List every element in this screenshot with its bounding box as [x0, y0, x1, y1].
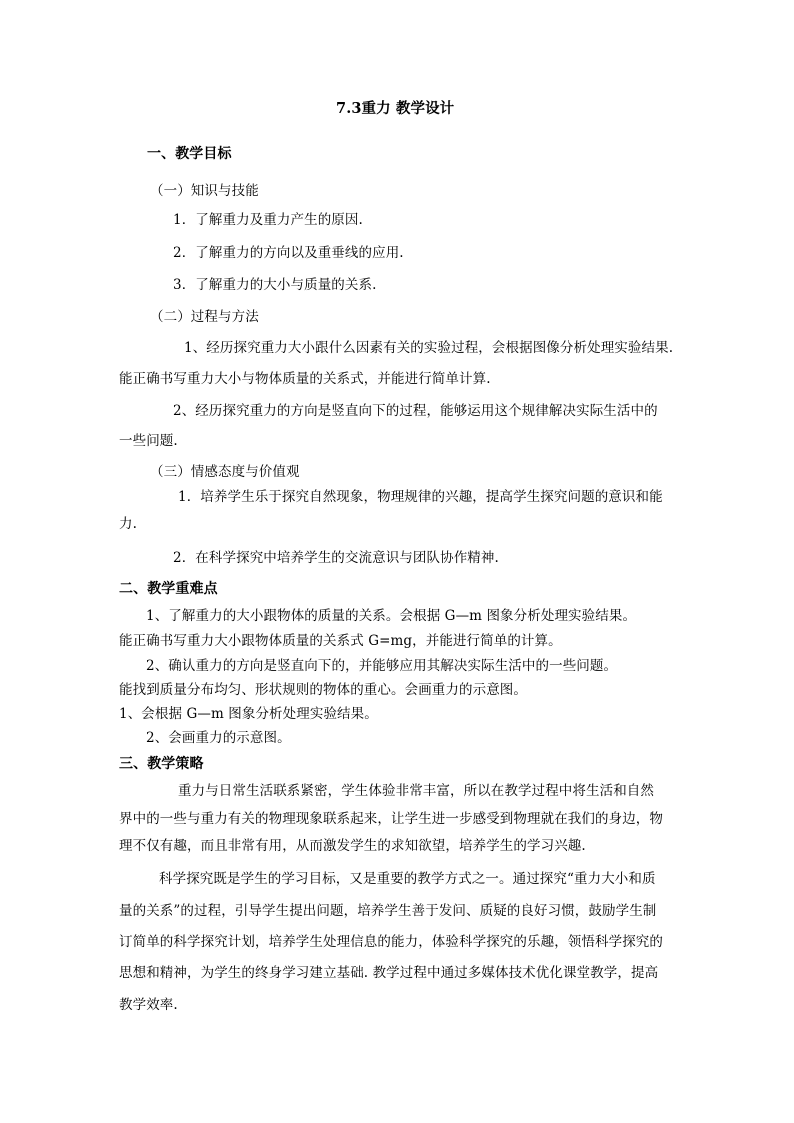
list-item: 1．了解重力及重力产生的原因. [173, 212, 363, 228]
paragraph-line: 1、经历探究重力大小跟什么因素有关的实验过程，会根据图像分析处理实验结果. [184, 340, 674, 356]
paragraph-line: 能正确书写重力大小跟物体质量的关系式 G=mg，并能进行简单的计算。 [119, 633, 562, 649]
list-item: 2．了解重力的方向以及重垂线的应用. [173, 245, 404, 261]
subsection-heading-process: （二）过程与方法 [150, 309, 259, 325]
paragraph-line: 界中的一些与重力有关的物理现象联系起来，让学生进一步感受到物理就在我们的身边，物 [119, 811, 663, 827]
paragraph-line: 科学探究既是学生的学习目标，又是重要的教学方式之一。通过探究“重力大小和质 [159, 871, 656, 887]
document-title: 7.3重力 教学设计 [336, 100, 455, 117]
paragraph-line: 1．培养学生乐于探究自然现象，物理规律的兴趣，提高学生探究问题的意识和能 [178, 489, 663, 505]
section-heading-strategy: 三、教学策略 [119, 756, 204, 772]
paragraph-line: 力. [119, 516, 137, 532]
paragraph-line: 能找到质量分布均匀、形状规则的物体的重心。会画重力的示意图。 [119, 682, 527, 698]
subsection-heading-attitude: （三）情感态度与价值观 [150, 464, 300, 480]
paragraph-line: 1、会根据 G—m 图象分析处理实验结果。 [119, 706, 378, 722]
paragraph-line: 1、了解重力的大小跟物体的质量的关系。会根据 G—m 图象分析处理实验结果。 [146, 608, 637, 624]
section-heading-objectives: 一、教学目标 [147, 146, 232, 162]
paragraph-line: 理不仅有趣，而且非常有用，从而激发学生的求知欲望，培养学生的学习兴趣. [119, 838, 586, 854]
paragraph-line: 量的关系”的过程，引导学生提出问题，培养学生善于发问、质疑的良好习惯，鼓励学生制 [119, 903, 657, 919]
paragraph-line: 订简单的科学探究计划，培养学生处理信息的能力，体验科学探究的乐趣，领悟科学探究的 [119, 934, 663, 950]
paragraph-line: 2、经历探究重力的方向是竖直向下的过程，能够运用这个规律解决实际生活中的 [173, 403, 658, 419]
paragraph-line: 能正确书写重力大小与物体质量的关系式，并能进行简单计算. [119, 371, 491, 387]
paragraph-line: 2、会画重力的示意图。 [146, 730, 291, 746]
paragraph-line: 2．在科学探究中培养学生的交流意识与团队协作精神. [173, 550, 499, 566]
paragraph-line: 教学效率. [119, 997, 178, 1013]
subsection-heading-knowledge: （一）知识与技能 [150, 183, 259, 199]
section-heading-key-points: 二、教学重难点 [119, 581, 218, 597]
paragraph-line: 一些问题. [119, 433, 178, 449]
paragraph-line: 2、确认重力的方向是竖直向下的，并能够应用其解决实际生活中的一些问题。 [146, 658, 618, 674]
list-item: 3．了解重力的大小与质量的关系. [173, 277, 377, 293]
paragraph-line: 重力与日常生活联系紧密，学生体验非常丰富，所以在教学过程中将生活和自然 [178, 783, 654, 799]
paragraph-line: 思想和精神，为学生的终身学习建立基础. 教学过程中通过多媒体技术优化课堂教学，提高 [119, 965, 659, 981]
